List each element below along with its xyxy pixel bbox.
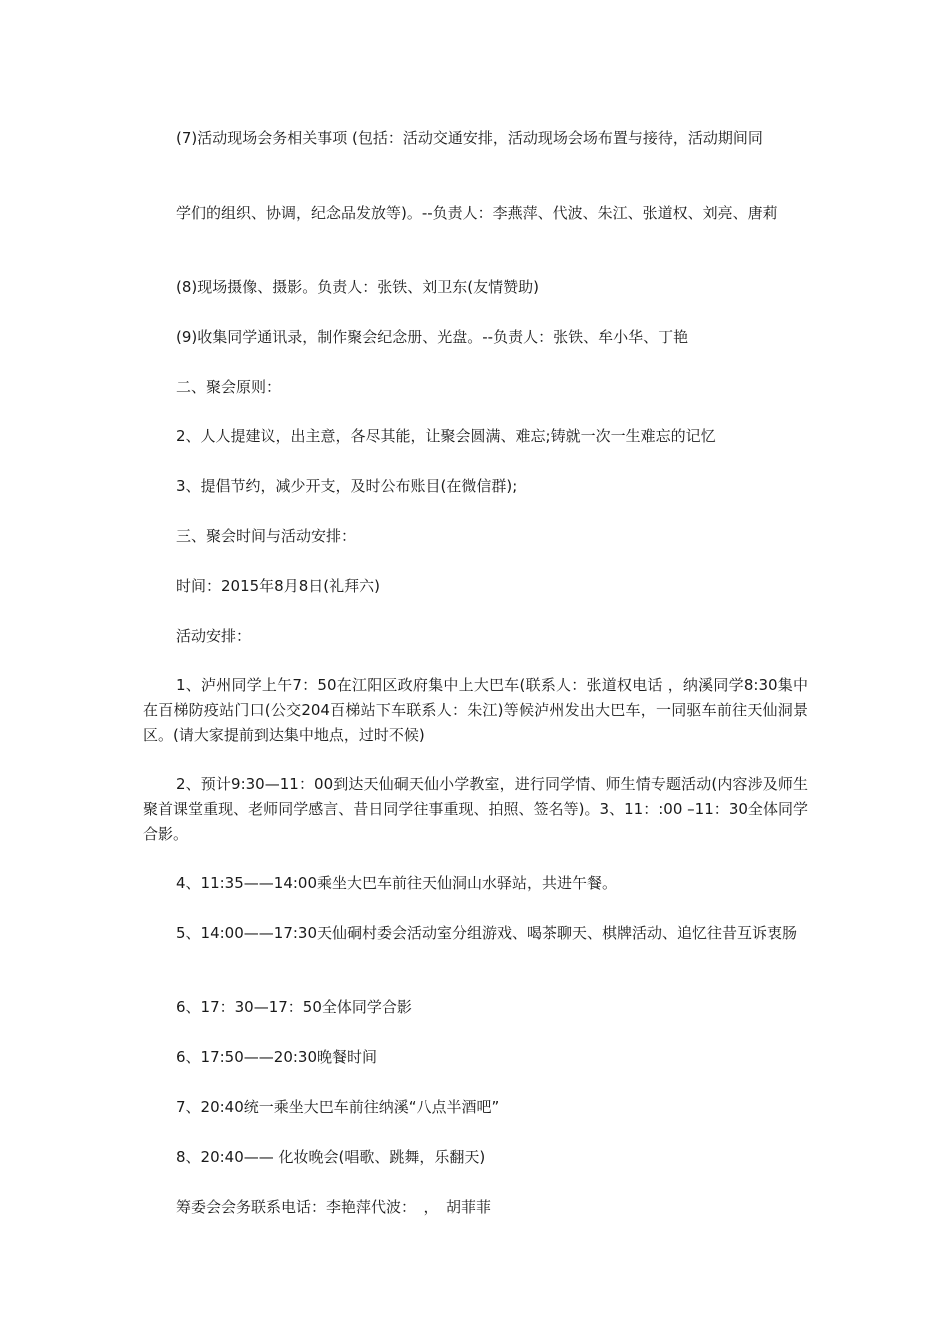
principle-item-2: 2、人人提建议，出主意，各尽其能，让聚会圆满、难忘;铸就一次一生难忘的记忆 — [176, 427, 716, 445]
event-date: 时间：2015年8月8日(礼拜六) — [176, 577, 380, 595]
activity-item-6-photo: 6、17：30—17：50全体同学合影 — [176, 998, 412, 1016]
contact-line: 筹委会会务联系电话：李艳萍代波： ， 胡菲菲 — [176, 1198, 492, 1216]
activity-item-1: 1、泸州同学上午7：50在江阳区政府集中上大巴车(联系人：张道权电话 ，纳溪同学8:30集中在百梯防疫站门口(公交204百梯站下车联系人：朱江)等候泸州发出大巴车，一同驱车前往天仙洞景区。(请大家提前到达集中地点，过时不候) — [143, 676, 808, 744]
paragraph-item-9: (9)收集同学通讯录，制作聚会纪念册、光盘。--负责人：张铁、牟小华、丁艳 — [176, 328, 689, 346]
activity-item-6-dinner: 6、17:50——20:30晚餐时间 — [176, 1048, 377, 1066]
activity-item-2-3: 2、预计9:30—11：00到达天仙硐天仙小学教室，进行同学情、师生情专题活动(内容涉及师生聚首课堂重现、老师同学感言、昔日同学往事重现、拍照、签名等)。3、11：:00 –11：30全体同学合影。 — [143, 775, 808, 843]
activity-item-7: 7、20:40统一乘坐大巴车前往纳溪“八点半酒吧” — [176, 1098, 500, 1116]
activity-item-5: 5、14:00——17:30天仙硐村委会活动室分组游戏、喝茶聊天、棋牌活动、追忆往昔互诉衷肠 — [176, 924, 798, 942]
section-heading-principles: 二、聚会原则： — [176, 378, 282, 396]
paragraph-item-7: (7)活动现场会务相关事项 (包括：活动交通安排，活动现场会场布置与接待，活动期间同 — [176, 129, 763, 147]
principle-item-3: 3、提倡节约，减少开支，及时公布账目(在微信群); — [176, 477, 518, 495]
paragraph-item-8: (8)现场摄像、摄影。负责人：张铁、刘卫东(友情赞助) — [176, 278, 539, 296]
activity-item-4: 4、11:35——14:00乘坐大巴车前往天仙洞山水驿站，共进午餐。 — [176, 874, 618, 892]
activity-item-8: 8、20:40—— 化妆晚会(唱歌、跳舞，乐翻天) — [176, 1148, 486, 1166]
section-heading-schedule: 三、聚会时间与活动安排： — [176, 527, 357, 545]
paragraph-item-7-continued: 学们的组织、协调，纪念品发放等)。--负责人：李燕萍、代波、朱江、张道权、刘亮、唐莉 — [176, 204, 778, 222]
activity-heading: 活动安排： — [176, 627, 252, 645]
